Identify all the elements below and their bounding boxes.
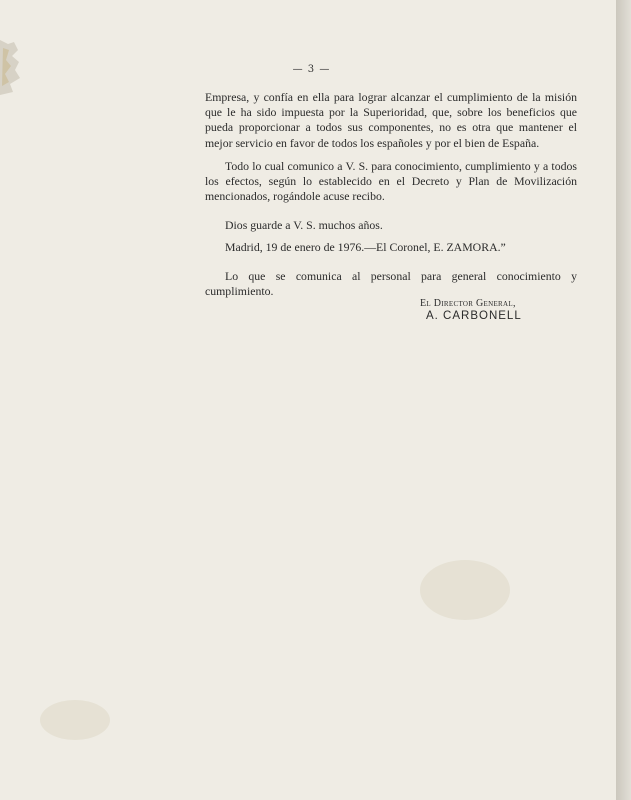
paragraph-closing: Dios guarde a V. S. muchos años.	[225, 218, 383, 233]
paragraph-continuation: Empresa, y confía en ella para lograr alcanzar el cumplimiento de la misión que le ha sido impuesta por la Superioridad, que, sobre los beneficios que pueda proporcionar a todos sus componentes, no es otra que mantener el mejor servicio en favor de todos los españoles y por el bien de España.	[205, 90, 577, 150]
signatory-name: A. CARBONELL	[426, 310, 522, 322]
signatory-title: El Director General,	[420, 298, 516, 309]
page-edge	[616, 0, 631, 800]
paper-stain	[40, 700, 110, 740]
body-text	[205, 90, 577, 299]
paper-stain	[420, 560, 510, 620]
page-number: — 3 —	[292, 64, 331, 75]
paragraph-communication: Todo lo cual comunico a V. S. para conocimiento, cumplimiento y a todos los efectos, según lo establecido en el Decreto y Plan de Movilización mencionados, rogándole acuse recibo.	[205, 158, 577, 204]
paragraph-notice: Lo que se comunica al personal para general conocimiento y cumplimiento.	[205, 268, 577, 299]
paragraph-date-signature: Madrid, 19 de enero de 1976.—El Coronel, E. ZAMORA.”	[225, 239, 506, 254]
